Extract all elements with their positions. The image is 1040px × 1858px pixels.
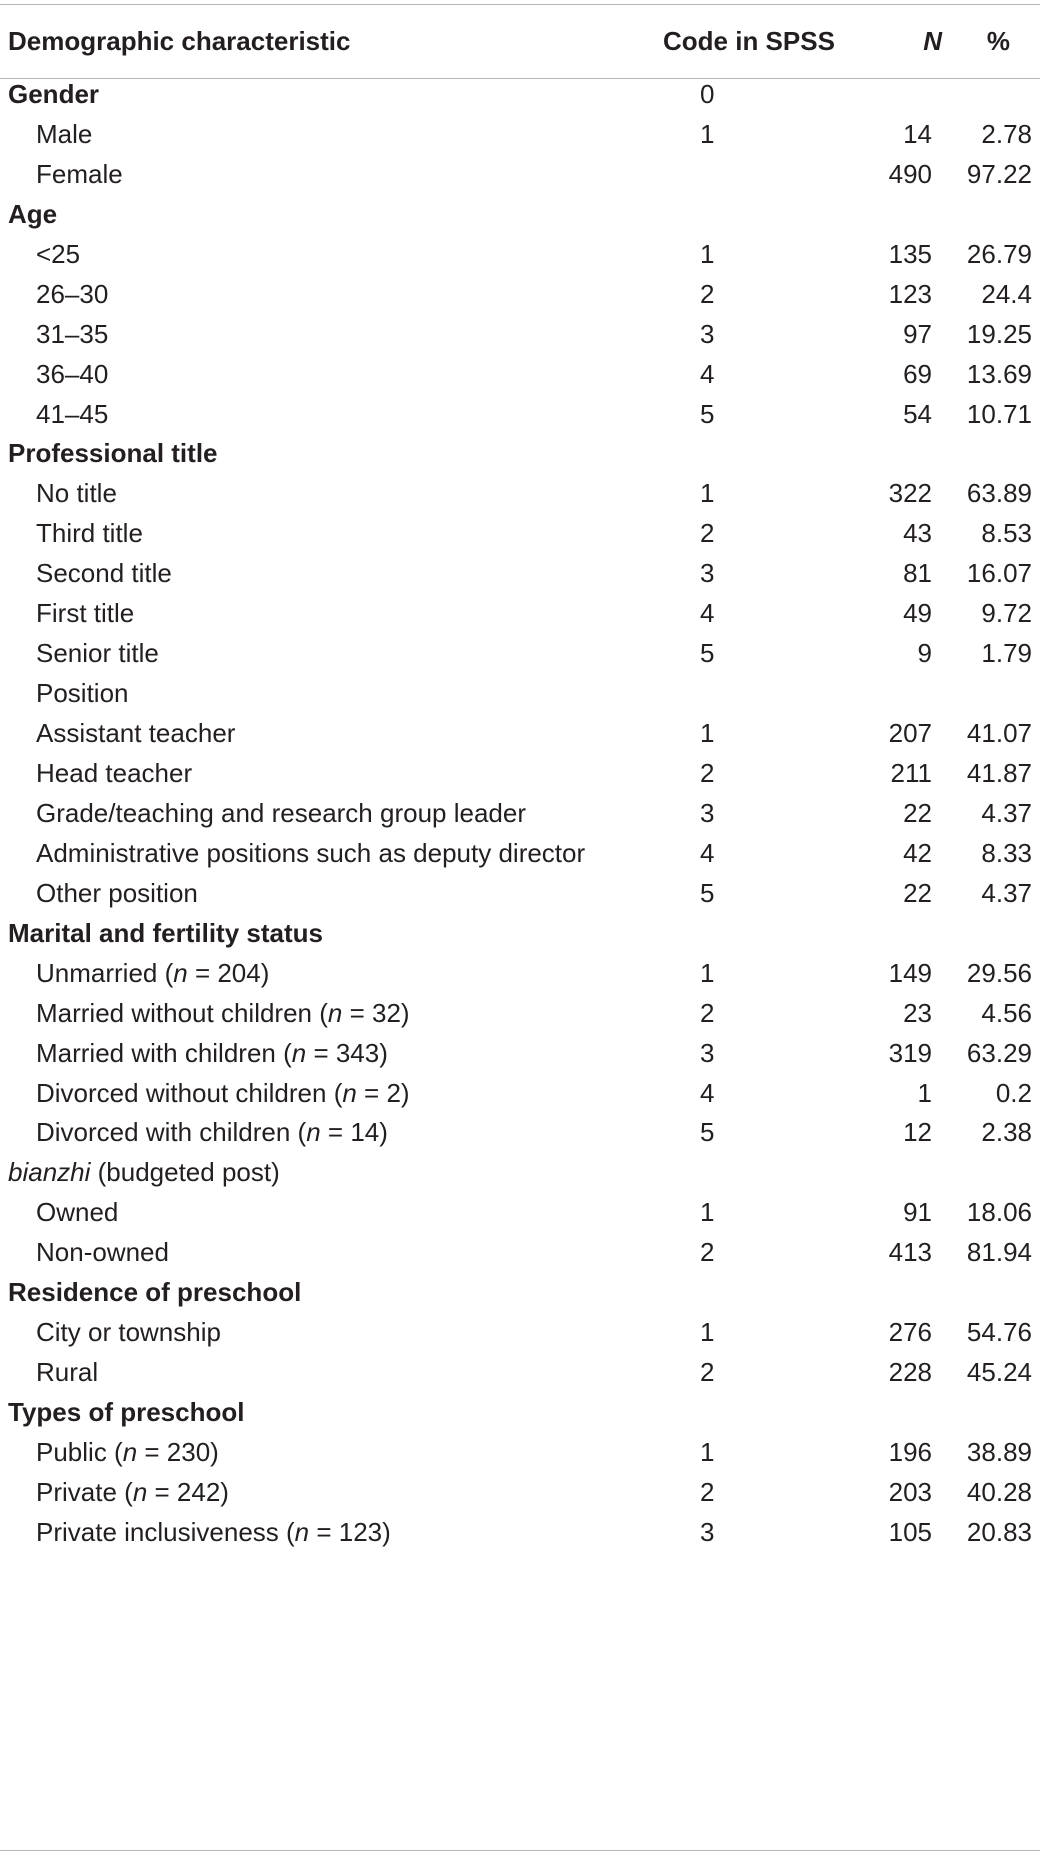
row-code: 1 xyxy=(700,957,715,988)
row-percent: 45.24 xyxy=(966,1357,1032,1388)
row-n: 54 xyxy=(903,398,932,429)
row-code: 3 xyxy=(700,797,715,828)
label-text: bianzhi xyxy=(8,1157,91,1188)
label-text: <25 xyxy=(36,238,81,269)
label-text: Grade/teaching and research group leader xyxy=(36,797,526,828)
row-n: 9 xyxy=(917,638,932,669)
row-percent: 41.87 xyxy=(966,757,1032,788)
table-header xyxy=(0,18,1040,65)
row-n: 1 xyxy=(917,1077,932,1108)
row-code: 5 xyxy=(700,877,715,908)
row-code: 5 xyxy=(700,638,715,669)
label-n-symbol: n xyxy=(306,1117,321,1148)
label-n-symbol: n xyxy=(122,1436,138,1467)
row-code: 1 xyxy=(700,718,715,749)
row-code: 1 xyxy=(700,238,715,269)
label-text: Rural xyxy=(36,1357,99,1388)
row-percent: 29.56 xyxy=(966,957,1032,988)
label-text: Assistant teacher xyxy=(36,718,236,749)
row-code: 4 xyxy=(700,598,715,629)
row-percent: 2.38 xyxy=(981,1117,1032,1148)
label-text: Position xyxy=(36,678,129,709)
label-text: Female xyxy=(36,158,123,189)
label-n-value: = 242) xyxy=(147,1476,229,1507)
row-percent: 54.76 xyxy=(966,1317,1032,1348)
row-n: 228 xyxy=(888,1357,932,1388)
label-text: Divorced with children ( xyxy=(36,1117,307,1148)
row-n: 207 xyxy=(888,718,932,749)
label-n-symbol: n xyxy=(342,1077,357,1108)
row-n: 43 xyxy=(903,518,932,549)
row-n: 12 xyxy=(903,1117,932,1148)
row-n: 42 xyxy=(903,837,932,868)
row-n: 123 xyxy=(888,278,932,309)
header-code: Code in SPSS xyxy=(663,26,835,56)
label-text: City or township xyxy=(36,1317,221,1348)
section-title: Marital and fertility status xyxy=(8,917,323,948)
row-percent: 4.56 xyxy=(981,997,1032,1028)
row-percent: 18.06 xyxy=(966,1197,1032,1228)
row-code: 2 xyxy=(700,518,715,549)
label-text: Owned xyxy=(36,1197,119,1228)
row-percent: 63.89 xyxy=(966,478,1032,509)
bottom-rule xyxy=(0,1850,1040,1851)
row-n: 49 xyxy=(903,598,932,629)
label-text: Unmarried ( xyxy=(36,957,174,988)
row-percent: 0.2 xyxy=(995,1077,1032,1108)
row-n: 69 xyxy=(903,358,932,389)
row-n: 490 xyxy=(888,158,932,189)
label-text: Administrative positions such as deputy director xyxy=(36,837,586,868)
row-n: 322 xyxy=(888,478,932,509)
row-n: 135 xyxy=(888,238,932,269)
label-text: Second title xyxy=(36,558,172,589)
row-n: 105 xyxy=(888,1516,932,1547)
row-percent: 8.33 xyxy=(981,837,1032,868)
label-n-value: = 343) xyxy=(306,1037,388,1068)
row-percent: 97.22 xyxy=(966,158,1032,189)
row-code: 5 xyxy=(700,1117,715,1148)
label-text: Senior title xyxy=(36,638,159,669)
label-n-value: = 123) xyxy=(309,1516,391,1547)
row-code: 2 xyxy=(700,1237,715,1268)
row-percent: 1.79 xyxy=(981,638,1032,669)
row-code: 1 xyxy=(700,1317,715,1348)
label-text: 36–40 xyxy=(36,358,109,389)
row-n: 149 xyxy=(888,957,932,988)
row-percent: 26.79 xyxy=(966,238,1032,269)
row-code: 2 xyxy=(700,757,715,788)
row-n: 211 xyxy=(890,757,932,788)
row-percent: 38.89 xyxy=(966,1436,1032,1467)
label-n-symbol: n xyxy=(173,957,188,988)
label-text: Other position xyxy=(36,877,198,908)
label-n-symbol: n xyxy=(327,997,343,1028)
label-text: Private ( xyxy=(36,1476,133,1507)
label-n-value: = 204) xyxy=(187,957,270,988)
label-n-value: = 14) xyxy=(320,1117,388,1148)
row-n: 23 xyxy=(903,997,932,1028)
table-row xyxy=(0,1509,1040,1556)
header-percent: % xyxy=(986,26,1010,56)
header-characteristic: Demographic characteristic xyxy=(8,26,351,56)
row-code: 2 xyxy=(700,278,715,309)
row-percent: 10.71 xyxy=(966,398,1032,429)
row-percent: 41.07 xyxy=(966,718,1032,749)
row-code: 1 xyxy=(700,1436,715,1467)
section-title: Age xyxy=(8,198,58,229)
section-title: Types of preschool xyxy=(8,1397,245,1428)
row-percent: 8.53 xyxy=(981,518,1032,549)
label-text: Public ( xyxy=(36,1436,123,1467)
label-text: Divorced without children ( xyxy=(36,1077,343,1108)
label-gloss: (budgeted post) xyxy=(90,1157,280,1188)
section-title: Professional title xyxy=(8,438,218,469)
label-text: Non-owned xyxy=(36,1237,169,1268)
top-rule xyxy=(0,4,1040,5)
row-code: 3 xyxy=(700,558,715,589)
row-n: 276 xyxy=(888,1317,932,1348)
label-n-value: = 230) xyxy=(137,1436,219,1467)
row-n: 14 xyxy=(903,118,932,149)
label-text: 26–30 xyxy=(36,278,109,309)
row-code: 4 xyxy=(700,1077,715,1108)
row-n: 22 xyxy=(903,877,932,908)
label-text: Private inclusiveness ( xyxy=(36,1516,295,1547)
row-code: 3 xyxy=(700,1037,715,1068)
row-n: 203 xyxy=(888,1476,932,1507)
row-percent: 63.29 xyxy=(966,1037,1032,1068)
row-percent: 20.83 xyxy=(966,1516,1032,1547)
row-n: 97 xyxy=(903,318,932,349)
section-title: Residence of preschool xyxy=(8,1277,302,1308)
row-code: 2 xyxy=(700,997,715,1028)
section-title: Gender xyxy=(8,79,100,109)
label-text: Married with children ( xyxy=(36,1037,292,1068)
row-percent: 19.25 xyxy=(966,318,1032,349)
row-percent: 24.4 xyxy=(981,278,1032,309)
label-n-symbol: n xyxy=(294,1516,310,1547)
label-text: 41–45 xyxy=(36,398,109,429)
row-code: 1 xyxy=(700,478,715,509)
label-text: Third title xyxy=(36,518,143,549)
row-percent: 2.78 xyxy=(981,118,1032,149)
row-code: 3 xyxy=(700,1516,715,1547)
row-code: 5 xyxy=(700,398,715,429)
row-code: 1 xyxy=(700,1197,715,1228)
row-code: 4 xyxy=(700,837,715,868)
row-n: 22 xyxy=(903,797,932,828)
row-code: 0 xyxy=(700,79,715,109)
label-text: No title xyxy=(36,478,117,509)
row-percent: 16.07 xyxy=(966,558,1032,589)
label-n-value: = 32) xyxy=(342,997,410,1028)
header-n: N xyxy=(923,26,942,56)
row-n: 196 xyxy=(888,1436,932,1467)
label-text: Married without children ( xyxy=(36,997,328,1028)
row-percent: 9.72 xyxy=(981,598,1032,629)
label-text: Head teacher xyxy=(36,757,193,788)
label-n-value: = 2) xyxy=(356,1077,410,1108)
row-n: 81 xyxy=(903,558,932,589)
row-percent: 13.69 xyxy=(966,358,1032,389)
row-n: 319 xyxy=(888,1037,932,1068)
row-code: 4 xyxy=(700,358,715,389)
row-code: 2 xyxy=(700,1476,715,1507)
row-percent: 4.37 xyxy=(981,877,1032,908)
row-code: 3 xyxy=(700,318,715,349)
row-code: 2 xyxy=(700,1357,715,1388)
row-percent: 40.28 xyxy=(966,1476,1032,1507)
row-label xyxy=(36,1509,391,1556)
row-n: 91 xyxy=(903,1197,932,1228)
label-text: Male xyxy=(36,118,93,149)
label-n-symbol: n xyxy=(291,1037,307,1068)
label-n-symbol: n xyxy=(132,1476,148,1507)
row-percent: 81.94 xyxy=(966,1237,1032,1268)
row-n: 413 xyxy=(888,1237,932,1268)
label-text: First title xyxy=(36,598,135,629)
label-text: 31–35 xyxy=(36,318,109,349)
row-code: 1 xyxy=(700,118,715,149)
row-percent: 4.37 xyxy=(981,797,1032,828)
